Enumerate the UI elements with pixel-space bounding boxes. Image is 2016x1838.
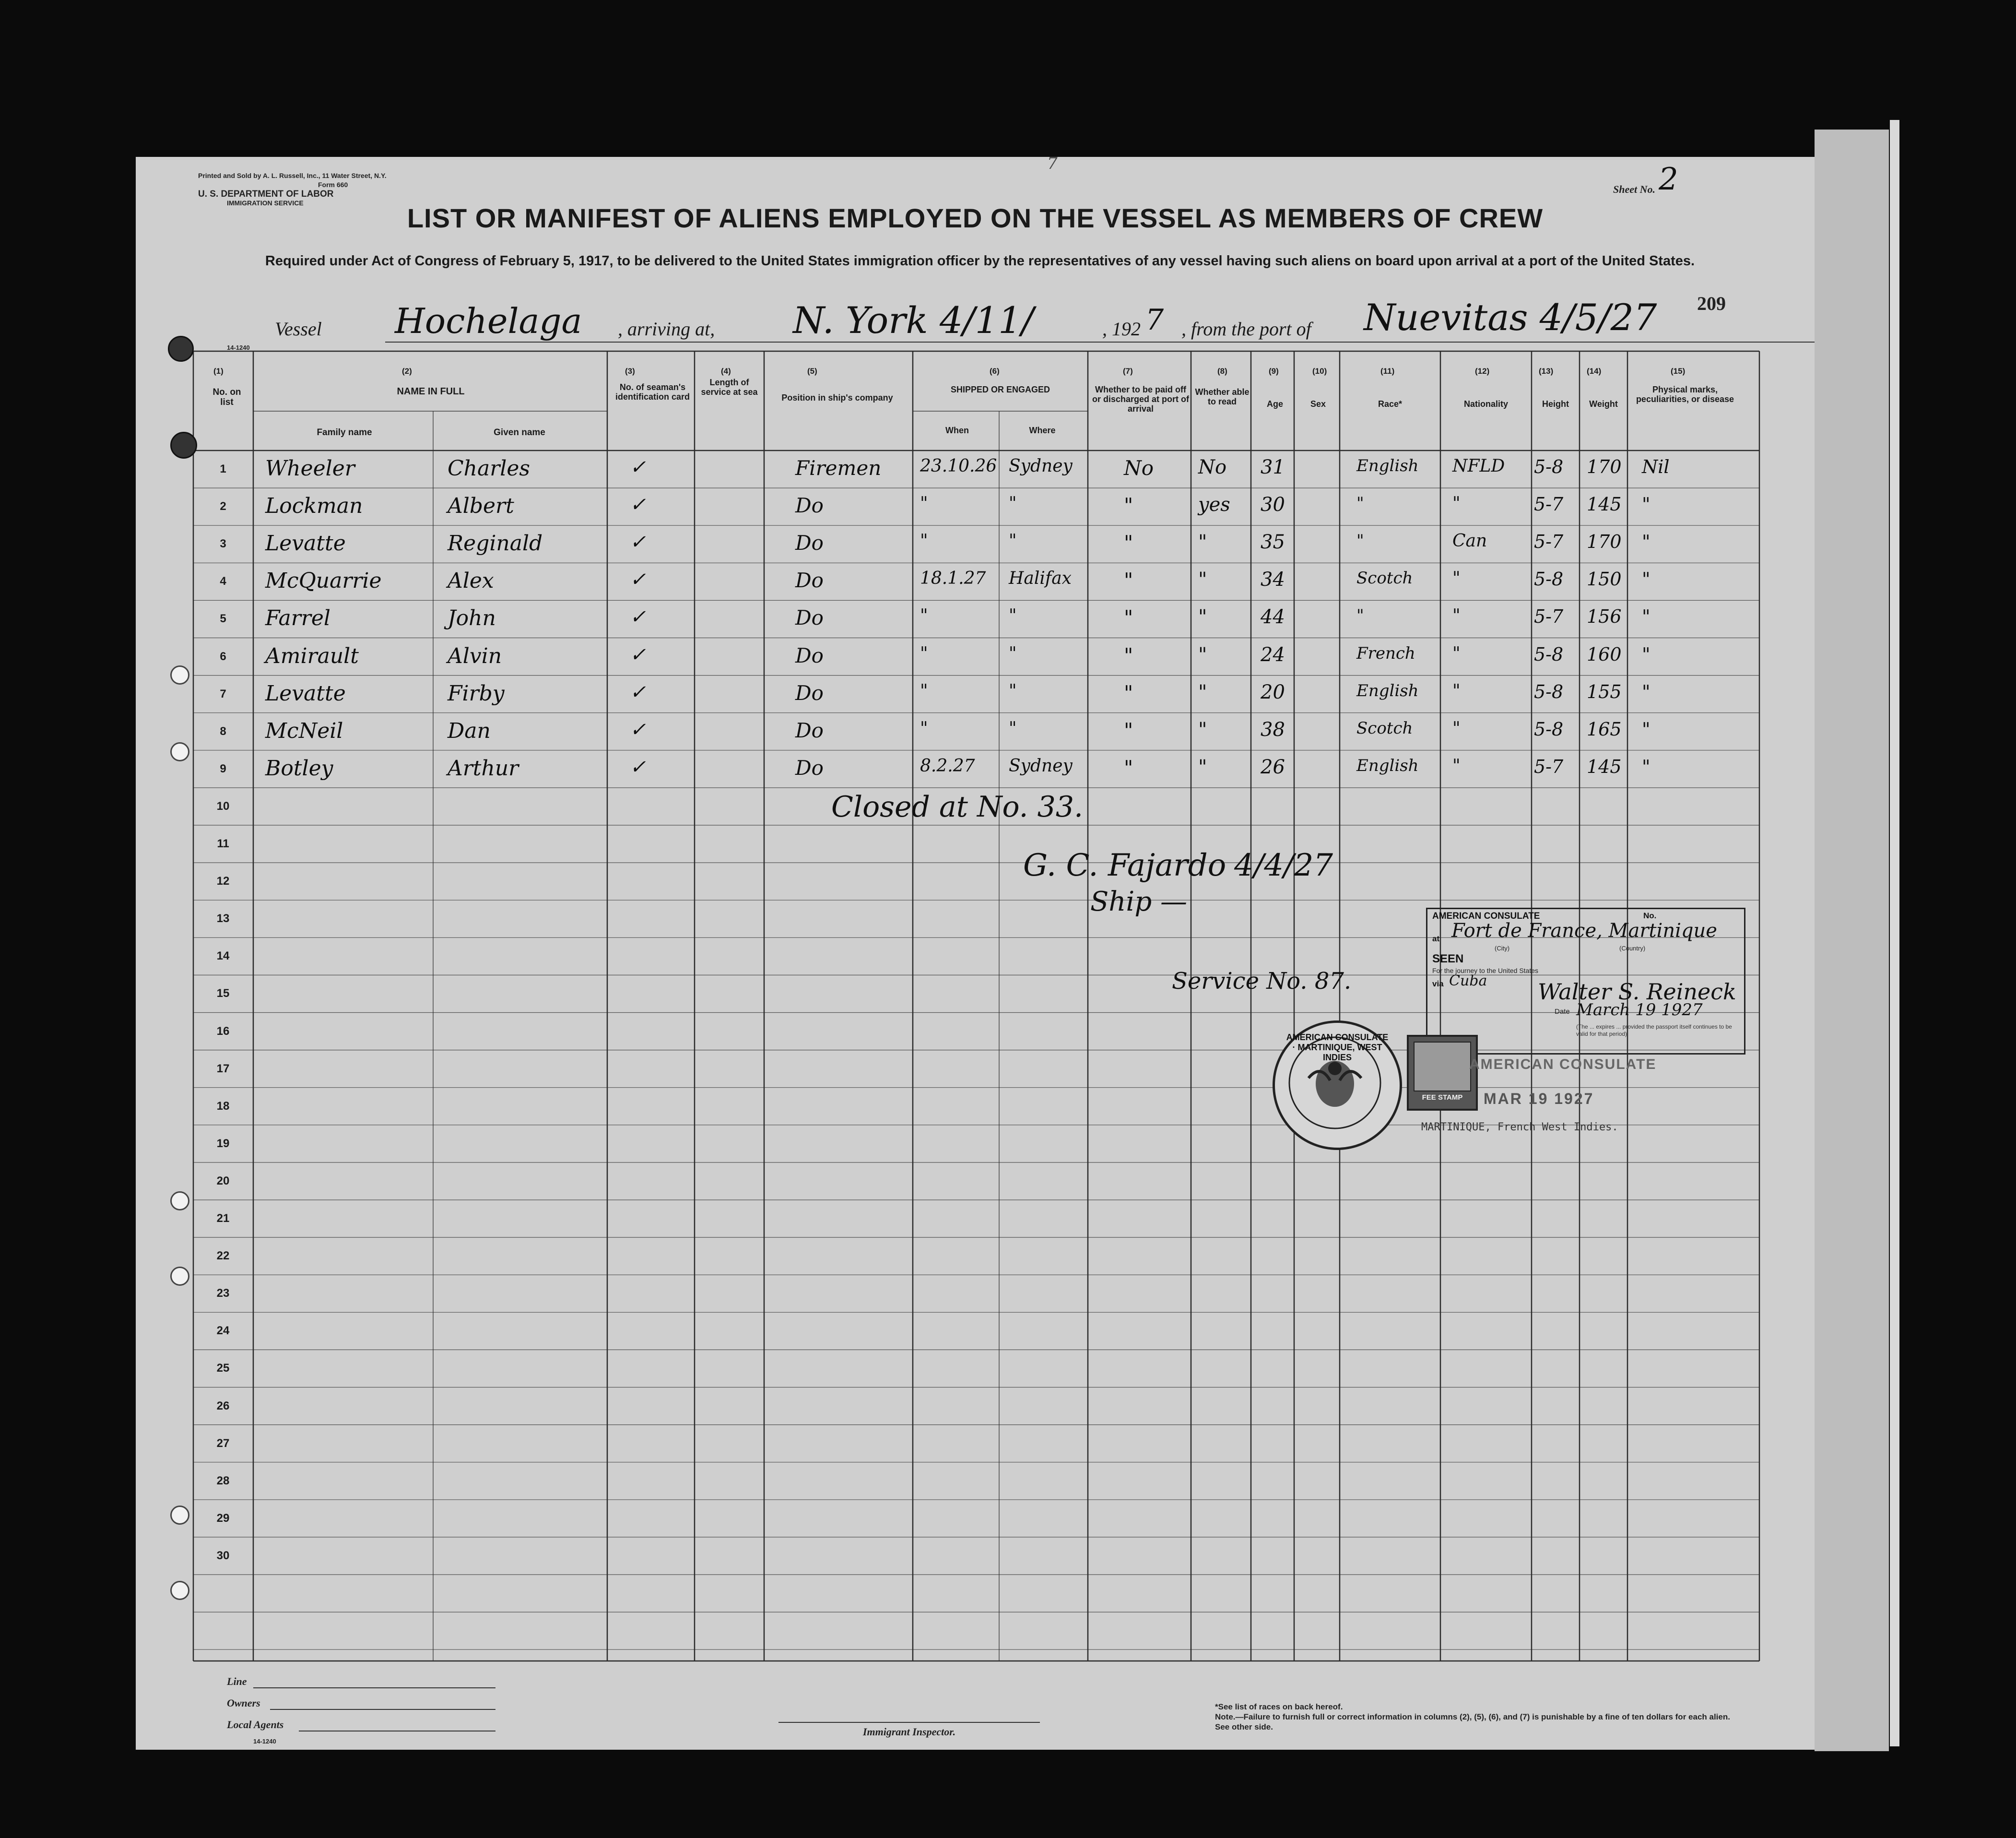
master-signature: G. C. Fajardo: [1023, 848, 1226, 883]
consul-signature: Walter S. Reineck: [1538, 979, 1736, 1005]
cell-age: 31: [1261, 456, 1285, 478]
cell-height: 5-8: [1534, 643, 1564, 665]
binder-hole: [168, 336, 194, 362]
cell-position: Do: [795, 494, 824, 518]
cell-height: 5-7: [1534, 494, 1564, 515]
cell-where: ": [1009, 681, 1017, 701]
col-num-7: (7): [1123, 367, 1133, 376]
cell-when: ": [920, 643, 928, 664]
cell-marks: Nil: [1642, 456, 1670, 477]
cell-age: 30: [1261, 494, 1285, 516]
footer-code: 14-1240: [253, 1738, 276, 1745]
cell-card: ✓: [630, 531, 646, 554]
row-number: 7: [220, 687, 226, 700]
cell-card: ✓: [630, 643, 646, 666]
row-number: 19: [216, 1137, 230, 1150]
subtitle: Required under Act of Congress of February 5, 1917, to be delivered to the United States immigration officer by the representatives of any vessel having such aliens on board upon arrival at a port of the United States.: [265, 253, 1695, 269]
col-num-15: (15): [1671, 367, 1686, 376]
cell-paid: ": [1124, 494, 1133, 518]
cell-given: Albert: [448, 494, 514, 519]
cell-card: ✓: [630, 456, 646, 478]
cell-position: Do: [795, 531, 824, 555]
row-number: 12: [216, 875, 230, 888]
vessel-name: Hochelaga: [395, 301, 582, 341]
cell-nationality: ": [1452, 569, 1461, 589]
fee-stamp: [1407, 1035, 1478, 1111]
col-head-sex: Sex: [1310, 399, 1326, 409]
col-head-paid: Whether to be paid off or discharged at port of arrival: [1092, 385, 1190, 414]
row-number: 24: [216, 1324, 230, 1338]
binder-hole: [170, 1191, 189, 1210]
cell-read: ": [1198, 531, 1207, 554]
seal-text: AMERICAN CONSULATE · MARTINIQUE, WEST INDIES: [1286, 1032, 1389, 1062]
cell-paid: ": [1124, 531, 1133, 555]
cell-read: ": [1198, 606, 1207, 628]
row-number: 5: [220, 612, 226, 626]
col-head-nationality: Nationality: [1463, 399, 1508, 409]
cell-height: 5-8: [1534, 718, 1564, 740]
cell-given: Alex: [448, 569, 494, 593]
page-edge-under: [1890, 120, 1899, 1746]
form-line: Form 660: [318, 181, 348, 189]
footer-notes: [1215, 1702, 1733, 1732]
service-note: Service No. 87.: [1172, 968, 1352, 995]
col-head-height: Height: [1542, 399, 1569, 409]
cell-weight: 160: [1587, 643, 1622, 665]
arriving-label: , arriving at,: [618, 318, 715, 340]
col-head-when: When: [945, 426, 969, 435]
cell-age: 20: [1261, 681, 1285, 703]
cell-family: Wheeler: [265, 456, 355, 481]
cell-given: Arthur: [448, 756, 519, 781]
row-number: 27: [216, 1436, 230, 1450]
cell-when: ": [920, 494, 928, 514]
footer-note-penalty: Note.—Failure to furnish full or correct information in columns (2), (5), (6), and (7) is punishable by a fine of ten dollars for each alien. See other side.: [1215, 1712, 1730, 1731]
col-head-name: NAME IN FULL: [397, 386, 465, 397]
page-edge-behind: [1815, 130, 1889, 1751]
year-label: , 192: [1102, 318, 1141, 340]
cell-marks: ": [1642, 756, 1651, 777]
row-number: 29: [216, 1511, 230, 1525]
cell-paid: No: [1124, 456, 1154, 480]
cell-when: ": [920, 681, 928, 701]
cell-family: Lockman: [265, 494, 363, 519]
binder-hole: [170, 1267, 189, 1286]
col-num-3: (3): [625, 367, 635, 376]
cell-nationality: ": [1452, 681, 1461, 701]
closed-note: Closed at No. 33.: [831, 790, 1084, 824]
row-number: 22: [216, 1249, 230, 1263]
cell-height: 5-7: [1534, 531, 1564, 553]
col-head-read: Whether able to read: [1195, 387, 1250, 406]
fee-stamp-face: [1414, 1042, 1471, 1091]
cell-position: Do: [795, 569, 824, 593]
cell-height: 5-8: [1534, 456, 1564, 477]
cell-race: Scotch: [1356, 569, 1413, 588]
service-line: IMMIGRATION SERVICE: [227, 199, 304, 207]
row-number: 2: [220, 500, 226, 513]
row-number: 13: [216, 912, 230, 925]
cell-position: Firemen: [795, 456, 882, 480]
binder-hole: [170, 742, 189, 761]
consular-visa-stamp: [1426, 908, 1745, 1055]
cell-age: 34: [1261, 569, 1285, 591]
cell-read: yes: [1198, 494, 1230, 516]
inspector-rule: [778, 1722, 1040, 1723]
cell-given: Firby: [448, 681, 505, 706]
cell-age: 24: [1261, 643, 1285, 666]
visa-date-label: Date: [1555, 1008, 1570, 1016]
col-num-6: (6): [990, 367, 1000, 376]
row-number: 10: [216, 799, 230, 813]
signature-title: Ship —: [1090, 886, 1187, 917]
cell-given: John: [448, 606, 496, 631]
consulate-city-label: (City): [1495, 945, 1510, 952]
cell-read: ": [1198, 756, 1207, 778]
vessel-label: Vessel: [275, 318, 322, 340]
inspector-label: Immigrant Inspector.: [862, 1726, 956, 1738]
row-number: 30: [216, 1549, 230, 1562]
cell-when: ": [920, 531, 928, 551]
cell-family: Levatte: [265, 681, 346, 706]
row-number: 20: [216, 1174, 230, 1187]
manifest-sheet: [136, 154, 1815, 1750]
department-line: U. S. DEPARTMENT OF LABOR: [198, 189, 334, 199]
cell-card: ✓: [630, 606, 646, 628]
cell-given: Dan: [448, 718, 491, 743]
cell-marks: ": [1642, 643, 1651, 665]
cell-read: ": [1198, 718, 1207, 741]
cell-paid: ": [1124, 718, 1133, 742]
row-number: 4: [220, 575, 226, 588]
arriving-port: N. York 4/11/: [793, 299, 1034, 342]
cell-race: Scotch: [1356, 718, 1413, 738]
cell-marks: ": [1642, 718, 1651, 740]
cell-position: Do: [795, 643, 824, 667]
cell-marks: ": [1642, 494, 1651, 515]
col-head-marks: Physical marks, peculiarities, or disease: [1636, 385, 1734, 404]
cell-paid: ": [1124, 756, 1133, 780]
cell-family: Amirault: [265, 643, 359, 668]
form-code: 14-1240: [227, 344, 250, 351]
col-head-where: Where: [1029, 426, 1056, 435]
cell-card: ✓: [630, 569, 646, 591]
cell-position: Do: [795, 681, 824, 705]
sheet-no-label: Sheet No.: [1613, 183, 1655, 195]
binder-hole: [170, 665, 189, 685]
cell-race: English: [1356, 681, 1419, 700]
cell-race: ": [1356, 531, 1364, 551]
col-head-age: Age: [1266, 399, 1283, 409]
cell-nationality: ": [1452, 756, 1461, 776]
col-num-12: (12): [1475, 367, 1490, 376]
cell-when: 18.1.27: [920, 569, 986, 589]
col-num-5: (5): [807, 367, 817, 376]
cell-position: Do: [795, 606, 824, 630]
cell-weight: 170: [1587, 531, 1622, 553]
visa-date: March 19 1927: [1576, 1000, 1703, 1020]
cell-given: Alvin: [448, 643, 502, 668]
row-number: 3: [220, 537, 226, 551]
cell-where: ": [1009, 494, 1017, 514]
col-head-position: Position in ship's company: [781, 393, 893, 403]
row-number: 25: [216, 1362, 230, 1375]
cell-given: Reginald: [448, 531, 543, 556]
col-head-length: Length of service at sea: [701, 378, 758, 397]
col-num-10: (10): [1312, 367, 1327, 376]
visa-fine-print: (The ... expires ... provided the passport itself continues to be valid for that period): [1576, 1023, 1732, 1037]
cell-height: 5-8: [1534, 569, 1564, 590]
cell-paid: ": [1124, 569, 1133, 593]
col-num-13: (13): [1539, 367, 1554, 376]
cell-race: English: [1356, 756, 1419, 775]
cell-read: ": [1198, 569, 1207, 591]
col-head-card: No. of seaman's identification card: [615, 382, 690, 402]
col-head-no: No. on list: [212, 387, 241, 407]
cell-family: Levatte: [265, 531, 346, 556]
cell-where: ": [1009, 531, 1017, 551]
col-num-1: (1): [213, 367, 224, 376]
cell-paid: ": [1124, 606, 1133, 630]
from-port: Nuevitas 4/5/27: [1364, 296, 1657, 339]
cell-paid: ": [1124, 643, 1133, 667]
col-head-family: Family name: [317, 427, 372, 438]
cell-weight: 165: [1587, 718, 1622, 740]
cell-where: Halifax: [1009, 569, 1072, 589]
cell-read: No: [1198, 456, 1227, 478]
row-number: 23: [216, 1287, 230, 1300]
cell-weight: 155: [1587, 681, 1622, 702]
cell-nationality: ": [1452, 718, 1461, 738]
cell-given: Charles: [448, 456, 530, 481]
consulate-at-value: Fort de France, Martinique: [1451, 920, 1717, 942]
col-head-race: Race*: [1378, 399, 1403, 409]
cell-marks: ": [1642, 569, 1651, 590]
row-number: 18: [216, 1099, 230, 1113]
cell-where: Sydney: [1009, 756, 1073, 776]
col-num-2: (2): [402, 367, 412, 376]
cell-read: ": [1198, 681, 1207, 703]
printer-line: Printed and Sold by A. L. Russell, Inc., 11 Water Street, N.Y.: [198, 172, 387, 179]
cell-race: ": [1356, 606, 1364, 626]
consulate-country-label: (Country): [1619, 945, 1646, 952]
cell-height: 5-7: [1534, 756, 1564, 777]
cell-marks: ": [1642, 681, 1651, 702]
cell-where: ": [1009, 718, 1017, 738]
cell-family: Botley: [265, 756, 333, 781]
cell-where: ": [1009, 643, 1017, 664]
binder-hole: [170, 1506, 189, 1525]
cell-weight: 150: [1587, 569, 1622, 590]
consulate-at-label: at: [1432, 934, 1440, 943]
cell-age: 38: [1261, 718, 1285, 741]
consulate-seal: [1273, 1020, 1402, 1150]
col-num-14: (14): [1587, 367, 1602, 376]
cell-age: 35: [1261, 531, 1285, 554]
row-number: 16: [216, 1024, 230, 1038]
row-number: 15: [216, 987, 230, 1000]
visa-via-label: via: [1432, 979, 1444, 988]
cell-nationality: ": [1452, 606, 1461, 626]
cell-where: ": [1009, 606, 1017, 626]
row-number: 8: [220, 724, 226, 738]
cell-age: 44: [1261, 606, 1285, 628]
binder-hole: [170, 432, 197, 459]
row-number: 21: [216, 1212, 230, 1225]
footer-owners-label: Owners: [227, 1697, 260, 1709]
row-number: 6: [220, 650, 226, 663]
cell-card: ✓: [630, 681, 646, 703]
visa-seen: SEEN: [1432, 952, 1464, 965]
cell-card: ✓: [630, 494, 646, 516]
visa-journey: For the journey to the United States: [1432, 967, 1539, 974]
footer-line-rule: [253, 1687, 495, 1688]
col-num-11: (11): [1380, 367, 1395, 376]
cell-marks: ": [1642, 531, 1651, 553]
row-number: 1: [220, 462, 226, 475]
cell-position: Do: [795, 718, 824, 742]
cell-family: Farrel: [265, 606, 330, 631]
cell-where: Sydney: [1009, 456, 1073, 476]
cell-height: 5-7: [1534, 606, 1564, 628]
cell-age: 26: [1261, 756, 1285, 778]
footer-line-label: Line: [227, 1675, 247, 1687]
from-port-label: , from the port of: [1181, 318, 1311, 340]
cell-nationality: NFLD: [1452, 456, 1505, 476]
cell-marks: ": [1642, 606, 1651, 628]
col-num-8: (8): [1217, 367, 1227, 376]
cell-nationality: ": [1452, 643, 1461, 664]
row-number: 14: [216, 949, 230, 963]
row-number: 26: [216, 1399, 230, 1412]
cell-height: 5-8: [1534, 681, 1564, 702]
cell-read: ": [1198, 643, 1207, 666]
row-number: 28: [216, 1474, 230, 1487]
row-number: 11: [217, 837, 229, 850]
col-num-4: (4): [721, 367, 731, 376]
cell-race: ": [1356, 494, 1364, 513]
col-num-9: (9): [1269, 367, 1279, 376]
cell-weight: 156: [1587, 606, 1622, 628]
cell-when: 23.10.26: [920, 456, 997, 476]
col-head-given: Given name: [494, 427, 545, 438]
consulate-no-label: No.: [1643, 911, 1657, 920]
cell-nationality: Can: [1452, 531, 1487, 551]
cell-race: English: [1356, 456, 1419, 475]
page-number: 209: [1697, 293, 1726, 314]
consulate-stamp: AMERICAN CONSULATE: [1469, 1056, 1657, 1072]
visa-via-value: Cuba: [1449, 972, 1487, 989]
cell-race: French: [1356, 643, 1415, 663]
top-mark: 7: [1047, 154, 1058, 173]
footer-note-races: *See list of races on back hereof.: [1215, 1702, 1343, 1711]
col-head-weight: Weight: [1589, 399, 1618, 409]
col-head-shipped: SHIPPED OR ENGAGED: [950, 385, 1050, 394]
cell-card: ✓: [630, 718, 646, 741]
sheet-number: 2: [1659, 162, 1678, 197]
signature-date: 4/4/27: [1234, 848, 1333, 883]
cell-weight: 145: [1587, 494, 1622, 515]
cell-nationality: ": [1452, 494, 1461, 514]
cell-family: McQuarrie: [265, 569, 382, 593]
cell-when: ": [920, 718, 928, 738]
cell-card: ✓: [630, 756, 646, 778]
page-title: LIST OR MANIFEST OF ALIENS EMPLOYED ON THE VESSEL AS MEMBERS OF CREW: [407, 203, 1544, 233]
footer-owners-rule: [270, 1709, 495, 1710]
date-stamp: MAR 19 1927: [1484, 1090, 1594, 1107]
cell-family: McNeil: [265, 718, 343, 743]
footer-agents-label: Local Agents: [227, 1719, 284, 1731]
row-number: 17: [216, 1062, 230, 1075]
cell-weight: 170: [1587, 456, 1622, 477]
consulate-heading: AMERICAN CONSULATE: [1432, 911, 1540, 921]
year-value: 7: [1145, 303, 1164, 337]
cell-paid: ": [1124, 681, 1133, 705]
location-stamp: MARTINIQUE, French West Indies.: [1421, 1121, 1618, 1133]
cell-position: Do: [795, 756, 824, 780]
cell-when: ": [920, 606, 928, 626]
row-number: 9: [220, 762, 226, 775]
cell-weight: 145: [1587, 756, 1622, 777]
fee-stamp-label: FEE STAMP: [1422, 1093, 1463, 1102]
binder-hole: [170, 1581, 189, 1600]
cell-when: 8.2.27: [920, 756, 975, 776]
